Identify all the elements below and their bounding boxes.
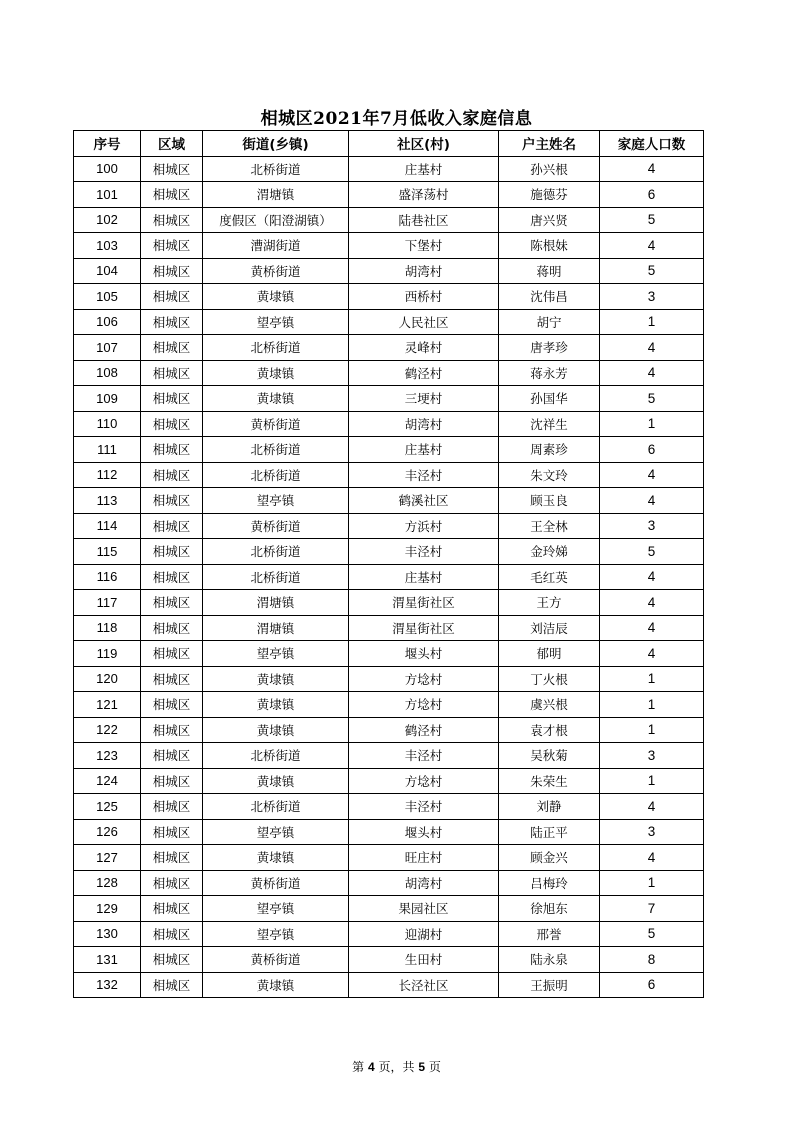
table-row — [74, 947, 704, 973]
cell-district: 相城区 — [141, 819, 203, 845]
cell-district: 相城区 — [141, 386, 203, 412]
cell-district: 相城区 — [141, 972, 203, 998]
cell-index: 126 — [74, 819, 141, 845]
cell-household-size: 1 — [600, 309, 704, 335]
cell-household-size: 4 — [600, 794, 704, 820]
table-row — [74, 513, 704, 539]
cell-community: 渭星街社区 — [349, 615, 499, 641]
cell-household-size: 5 — [600, 207, 704, 233]
cell-community: 方浜村 — [349, 513, 499, 539]
cell-street: 北桥街道 — [203, 794, 349, 820]
cell-community: 丰泾村 — [349, 539, 499, 565]
page-footer — [0, 1058, 793, 1075]
table-row — [74, 386, 704, 412]
cell-index: 132 — [74, 972, 141, 998]
cell-index: 109 — [74, 386, 141, 412]
cell-index: 122 — [74, 717, 141, 743]
cell-street: 望亭镇 — [203, 641, 349, 667]
cell-index: 118 — [74, 615, 141, 641]
page-title: 相城区2021年7月低收入家庭信息 — [260, 109, 533, 129]
footer-total-pages: 5 — [418, 1060, 426, 1074]
cell-householder: 邢誉 — [499, 921, 600, 947]
cell-community: 长泾社区 — [349, 972, 499, 998]
table-row — [74, 641, 704, 667]
cell-household-size: 8 — [600, 947, 704, 973]
cell-index: 128 — [74, 870, 141, 896]
cell-street: 黄埭镇 — [203, 284, 349, 310]
table-row — [74, 666, 704, 692]
cell-district: 相城区 — [141, 743, 203, 769]
cell-household-size: 5 — [600, 258, 704, 284]
cell-district: 相城区 — [141, 870, 203, 896]
cell-household-size: 3 — [600, 284, 704, 310]
cell-community: 盛泽荡村 — [349, 182, 499, 208]
cell-householder: 刘洁辰 — [499, 615, 600, 641]
cell-index: 108 — [74, 360, 141, 386]
cell-district: 相城区 — [141, 692, 203, 718]
cell-community: 三埂村 — [349, 386, 499, 412]
cell-district: 相城区 — [141, 539, 203, 565]
cell-household-size: 4 — [600, 360, 704, 386]
cell-householder: 顾金兴 — [499, 845, 600, 871]
cell-community: 鹤泾村 — [349, 717, 499, 743]
cell-householder: 胡宁 — [499, 309, 600, 335]
cell-index: 113 — [74, 488, 141, 514]
cell-household-size: 1 — [600, 411, 704, 437]
cell-street: 黄桥街道 — [203, 513, 349, 539]
cell-householder: 吴秋菊 — [499, 743, 600, 769]
table-row — [74, 615, 704, 641]
cell-community: 庄基村 — [349, 156, 499, 182]
cell-householder: 蒋明 — [499, 258, 600, 284]
cell-community: 生田村 — [349, 947, 499, 973]
cell-index: 107 — [74, 335, 141, 361]
cell-district: 相城区 — [141, 921, 203, 947]
cell-community: 胡湾村 — [349, 411, 499, 437]
table-row — [74, 284, 704, 310]
cell-household-size: 3 — [600, 819, 704, 845]
cell-street: 黄桥街道 — [203, 870, 349, 896]
cell-community: 人民社区 — [349, 309, 499, 335]
table-body — [74, 156, 704, 998]
cell-street: 黄埭镇 — [203, 666, 349, 692]
header-household-size: 家庭人口数 — [600, 131, 704, 157]
cell-street: 黄桥街道 — [203, 258, 349, 284]
cell-household-size: 1 — [600, 768, 704, 794]
table-row — [74, 819, 704, 845]
cell-householder: 金玲娣 — [499, 539, 600, 565]
cell-street: 漕湖街道 — [203, 233, 349, 259]
cell-street: 北桥街道 — [203, 743, 349, 769]
cell-index: 105 — [74, 284, 141, 310]
cell-index: 115 — [74, 539, 141, 565]
cell-street: 北桥街道 — [203, 462, 349, 488]
cell-householder: 朱文玲 — [499, 462, 600, 488]
table-row — [74, 896, 704, 922]
table-row — [74, 411, 704, 437]
cell-index: 103 — [74, 233, 141, 259]
table-row — [74, 921, 704, 947]
cell-community: 丰泾村 — [349, 743, 499, 769]
cell-household-size: 3 — [600, 743, 704, 769]
table-row — [74, 794, 704, 820]
cell-householder: 沈伟昌 — [499, 284, 600, 310]
cell-household-size: 4 — [600, 641, 704, 667]
cell-community: 鹤溪社区 — [349, 488, 499, 514]
cell-district: 相城区 — [141, 666, 203, 692]
cell-district: 相城区 — [141, 564, 203, 590]
cell-householder: 顾玉良 — [499, 488, 600, 514]
table-row — [74, 768, 704, 794]
cell-district: 相城区 — [141, 335, 203, 361]
cell-householder: 沈祥生 — [499, 411, 600, 437]
cell-community: 迎湖村 — [349, 921, 499, 947]
cell-district: 相城区 — [141, 207, 203, 233]
table-row — [74, 437, 704, 463]
cell-householder: 郁明 — [499, 641, 600, 667]
cell-district: 相城区 — [141, 437, 203, 463]
table-row — [74, 870, 704, 896]
table-row — [74, 156, 704, 182]
cell-community: 渭星街社区 — [349, 590, 499, 616]
cell-householder: 吕梅玲 — [499, 870, 600, 896]
cell-household-size: 1 — [600, 717, 704, 743]
cell-household-size: 5 — [600, 921, 704, 947]
cell-index: 101 — [74, 182, 141, 208]
cell-household-size: 4 — [600, 845, 704, 871]
cell-community: 果园社区 — [349, 896, 499, 922]
cell-community: 方埝村 — [349, 692, 499, 718]
cell-district: 相城区 — [141, 462, 203, 488]
table-row — [74, 258, 704, 284]
cell-household-size: 4 — [600, 156, 704, 182]
cell-householder: 唐兴贤 — [499, 207, 600, 233]
cell-street: 黄埭镇 — [203, 360, 349, 386]
cell-community: 堰头村 — [349, 641, 499, 667]
cell-street: 黄埭镇 — [203, 386, 349, 412]
cell-community: 旺庄村 — [349, 845, 499, 871]
cell-householder: 刘静 — [499, 794, 600, 820]
cell-community: 丰泾村 — [349, 794, 499, 820]
header-index: 序号 — [74, 131, 141, 157]
table-row — [74, 309, 704, 335]
cell-district: 相城区 — [141, 182, 203, 208]
cell-index: 116 — [74, 564, 141, 590]
footer-middle: 页，共 — [378, 1060, 415, 1074]
table-row — [74, 360, 704, 386]
cell-community: 庄基村 — [349, 437, 499, 463]
cell-index: 104 — [74, 258, 141, 284]
cell-householder: 朱荣生 — [499, 768, 600, 794]
cell-district: 相城区 — [141, 258, 203, 284]
cell-street: 望亭镇 — [203, 488, 349, 514]
cell-household-size: 5 — [600, 539, 704, 565]
cell-district: 相城区 — [141, 309, 203, 335]
cell-community: 方埝村 — [349, 768, 499, 794]
table-row — [74, 207, 704, 233]
cell-householder: 唐孝珍 — [499, 335, 600, 361]
cell-index: 125 — [74, 794, 141, 820]
cell-householder: 袁才根 — [499, 717, 600, 743]
cell-district: 相城区 — [141, 156, 203, 182]
cell-index: 102 — [74, 207, 141, 233]
cell-householder: 王振明 — [499, 972, 600, 998]
cell-household-size: 3 — [600, 513, 704, 539]
cell-householder: 毛红英 — [499, 564, 600, 590]
table-row — [74, 590, 704, 616]
cell-householder: 虞兴根 — [499, 692, 600, 718]
cell-street: 北桥街道 — [203, 437, 349, 463]
cell-community: 胡湾村 — [349, 258, 499, 284]
cell-street: 黄桥街道 — [203, 411, 349, 437]
table-row — [74, 845, 704, 871]
cell-district: 相城区 — [141, 411, 203, 437]
table-row — [74, 462, 704, 488]
cell-household-size: 1 — [600, 870, 704, 896]
cell-household-size: 4 — [600, 335, 704, 361]
cell-district: 相城区 — [141, 360, 203, 386]
cell-community: 鹤泾村 — [349, 360, 499, 386]
cell-street: 黄埭镇 — [203, 717, 349, 743]
cell-household-size: 5 — [600, 386, 704, 412]
cell-district: 相城区 — [141, 845, 203, 871]
cell-street: 黄埭镇 — [203, 768, 349, 794]
cell-street: 黄埭镇 — [203, 972, 349, 998]
cell-street: 度假区（阳澄湖镇） — [203, 207, 349, 233]
low-income-table — [73, 130, 704, 998]
cell-street: 黄埭镇 — [203, 692, 349, 718]
table-row — [74, 692, 704, 718]
cell-index: 127 — [74, 845, 141, 871]
table-header-row — [74, 131, 704, 157]
cell-household-size: 1 — [600, 692, 704, 718]
cell-index: 123 — [74, 743, 141, 769]
cell-community: 丰泾村 — [349, 462, 499, 488]
cell-index: 120 — [74, 666, 141, 692]
footer-page-number: 4 — [367, 1060, 375, 1074]
cell-index: 110 — [74, 411, 141, 437]
cell-index: 121 — [74, 692, 141, 718]
table-row — [74, 182, 704, 208]
cell-index: 100 — [74, 156, 141, 182]
cell-district: 相城区 — [141, 641, 203, 667]
cell-household-size: 6 — [600, 437, 704, 463]
table-row — [74, 335, 704, 361]
cell-district: 相城区 — [141, 615, 203, 641]
cell-street: 望亭镇 — [203, 921, 349, 947]
cell-street: 望亭镇 — [203, 819, 349, 845]
cell-household-size: 4 — [600, 462, 704, 488]
footer-suffix: 页 — [428, 1060, 441, 1074]
cell-street: 北桥街道 — [203, 539, 349, 565]
header-street: 街道(乡镇) — [203, 131, 349, 157]
cell-householder: 孙国华 — [499, 386, 600, 412]
cell-householder: 丁火根 — [499, 666, 600, 692]
cell-householder: 徐旭东 — [499, 896, 600, 922]
table-row — [74, 743, 704, 769]
cell-street: 渭塘镇 — [203, 590, 349, 616]
cell-index: 106 — [74, 309, 141, 335]
cell-community: 庄基村 — [349, 564, 499, 590]
cell-district: 相城区 — [141, 513, 203, 539]
cell-household-size: 4 — [600, 590, 704, 616]
cell-street: 渭塘镇 — [203, 615, 349, 641]
header-householder: 户主姓名 — [499, 131, 600, 157]
cell-householder: 陈根妹 — [499, 233, 600, 259]
footer-prefix: 第 — [352, 1060, 365, 1074]
cell-index: 124 — [74, 768, 141, 794]
cell-street: 北桥街道 — [203, 335, 349, 361]
cell-household-size: 7 — [600, 896, 704, 922]
table-row — [74, 717, 704, 743]
table-row — [74, 539, 704, 565]
cell-community: 陆巷社区 — [349, 207, 499, 233]
cell-index: 112 — [74, 462, 141, 488]
cell-household-size: 6 — [600, 182, 704, 208]
cell-household-size: 4 — [600, 233, 704, 259]
cell-district: 相城区 — [141, 896, 203, 922]
cell-household-size: 6 — [600, 972, 704, 998]
cell-district: 相城区 — [141, 488, 203, 514]
cell-householder: 施德芬 — [499, 182, 600, 208]
cell-householder: 陆正平 — [499, 819, 600, 845]
cell-community: 堰头村 — [349, 819, 499, 845]
cell-district: 相城区 — [141, 947, 203, 973]
table-row — [74, 233, 704, 259]
cell-community: 下堡村 — [349, 233, 499, 259]
cell-householder: 周素珍 — [499, 437, 600, 463]
cell-street: 渭塘镇 — [203, 182, 349, 208]
cell-householder: 王全林 — [499, 513, 600, 539]
cell-street: 黄埭镇 — [203, 845, 349, 871]
cell-household-size: 4 — [600, 615, 704, 641]
cell-householder: 蒋永芳 — [499, 360, 600, 386]
cell-index: 117 — [74, 590, 141, 616]
cell-householder: 王方 — [499, 590, 600, 616]
cell-district: 相城区 — [141, 233, 203, 259]
header-district: 区域 — [141, 131, 203, 157]
cell-household-size: 4 — [600, 488, 704, 514]
cell-index: 111 — [74, 437, 141, 463]
cell-district: 相城区 — [141, 717, 203, 743]
cell-householder: 孙兴根 — [499, 156, 600, 182]
table-row — [74, 564, 704, 590]
cell-community: 胡湾村 — [349, 870, 499, 896]
cell-index: 114 — [74, 513, 141, 539]
cell-index: 129 — [74, 896, 141, 922]
cell-street: 黄桥街道 — [203, 947, 349, 973]
cell-index: 119 — [74, 641, 141, 667]
cell-street: 望亭镇 — [203, 309, 349, 335]
cell-street: 望亭镇 — [203, 896, 349, 922]
cell-street: 北桥街道 — [203, 156, 349, 182]
cell-district: 相城区 — [141, 768, 203, 794]
cell-district: 相城区 — [141, 794, 203, 820]
cell-householder: 陆永泉 — [499, 947, 600, 973]
cell-community: 灵峰村 — [349, 335, 499, 361]
table-row — [74, 972, 704, 998]
cell-index: 130 — [74, 921, 141, 947]
header-community: 社区(村) — [349, 131, 499, 157]
cell-street: 北桥街道 — [203, 564, 349, 590]
cell-index: 131 — [74, 947, 141, 973]
table-row — [74, 488, 704, 514]
cell-community: 西桥村 — [349, 284, 499, 310]
cell-district: 相城区 — [141, 284, 203, 310]
cell-household-size: 1 — [600, 666, 704, 692]
cell-district: 相城区 — [141, 590, 203, 616]
cell-community: 方埝村 — [349, 666, 499, 692]
cell-household-size: 4 — [600, 564, 704, 590]
